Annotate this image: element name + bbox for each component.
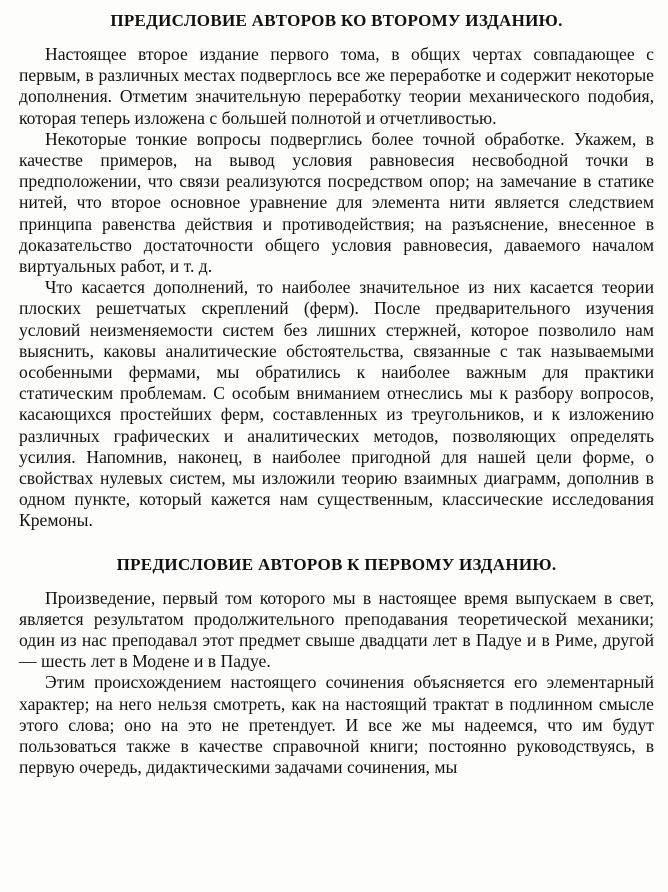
- paragraph: Что касается дополнений, то наиболее значительное из них касается теории плоских решетчатых скреплений (ферм). После предварительного изучения условий неизменяемости систем без лишних стержней, которое позволило нам выяснить, каковы аналитические обстоятельства, связанные с так называемыми особенными фермами, мы обратились к наиболее важным для практики статическим проблемам. С особым вниманием отнеслись мы к разбору вопросов, касающихся простейших ферм, составленных из треугольников, и к изложению различных графических и аналитических методов, позволяющих определять усилия. Напомнив, наконец, в наиболее пригодной для нашей цели форме, о свойствах нулевых систем, мы изложили теорию взаимных диаграмм, дополнив в одном пункте, который кажется нам существенным, классические исследования Кремоны.: [19, 277, 654, 531]
- paragraph: Настоящее второе издание первого тома, в общих чертах совпадающее с первым, в различных местах подверглось все же переработке и содержит некоторые дополнения. Отметим значительную переработку теории механического подобия, которая теперь изложена с большей полнотой и отчетливостью.: [19, 44, 654, 128]
- preface-first-edition: [0, 532, 668, 779]
- preface-first-edition-heading: ПРЕДИСЛОВИЕ АВТОРОВ К ПЕРВОМУ ИЗДАНИЮ.: [116, 554, 557, 574]
- paragraph: Этим происхождением настоящего сочинения объясняется его элементарный характер; на него нельзя смотреть, как на настоящий трактат в подлинном смысле этого слова; оно на это не претендует. И все же мы надеемся, что им будут пользоваться также в качестве справочной книги; постоянно руководствуясь, в первую очередь, дидактическими задачами сочинения, мы: [19, 672, 654, 778]
- preface-second-edition-heading: ПРЕДИСЛОВИЕ АВТОРОВ КО ВТОРОМУ ИЗДАНИЮ.: [110, 11, 563, 30]
- paragraph: Произведение, первый том которого мы в настоящее время выпускаем в свет, является результатом продолжительного преподавания теоретической механики; один из нас преподавал этот предмет свыше двадцати лет в Падуе и в Риме, другой — шесть лет в Модене и в Падуе.: [19, 587, 654, 672]
- paragraph: Некоторые тонкие вопросы подверглись более точной обработке. Укажем, в качестве примеров, на вывод условия равновесия несвободной точки в предположении, что связи реализуются посредством опор; на замечание в статике нитей, что второе основное уравнение для элемента нити является следствием принципа равенства действия и противодействия; на разъяснение, внесенное в доказательство достаточности общего условия равновесия, даваемого началом виртуальных работ, и т. д.: [19, 128, 654, 277]
